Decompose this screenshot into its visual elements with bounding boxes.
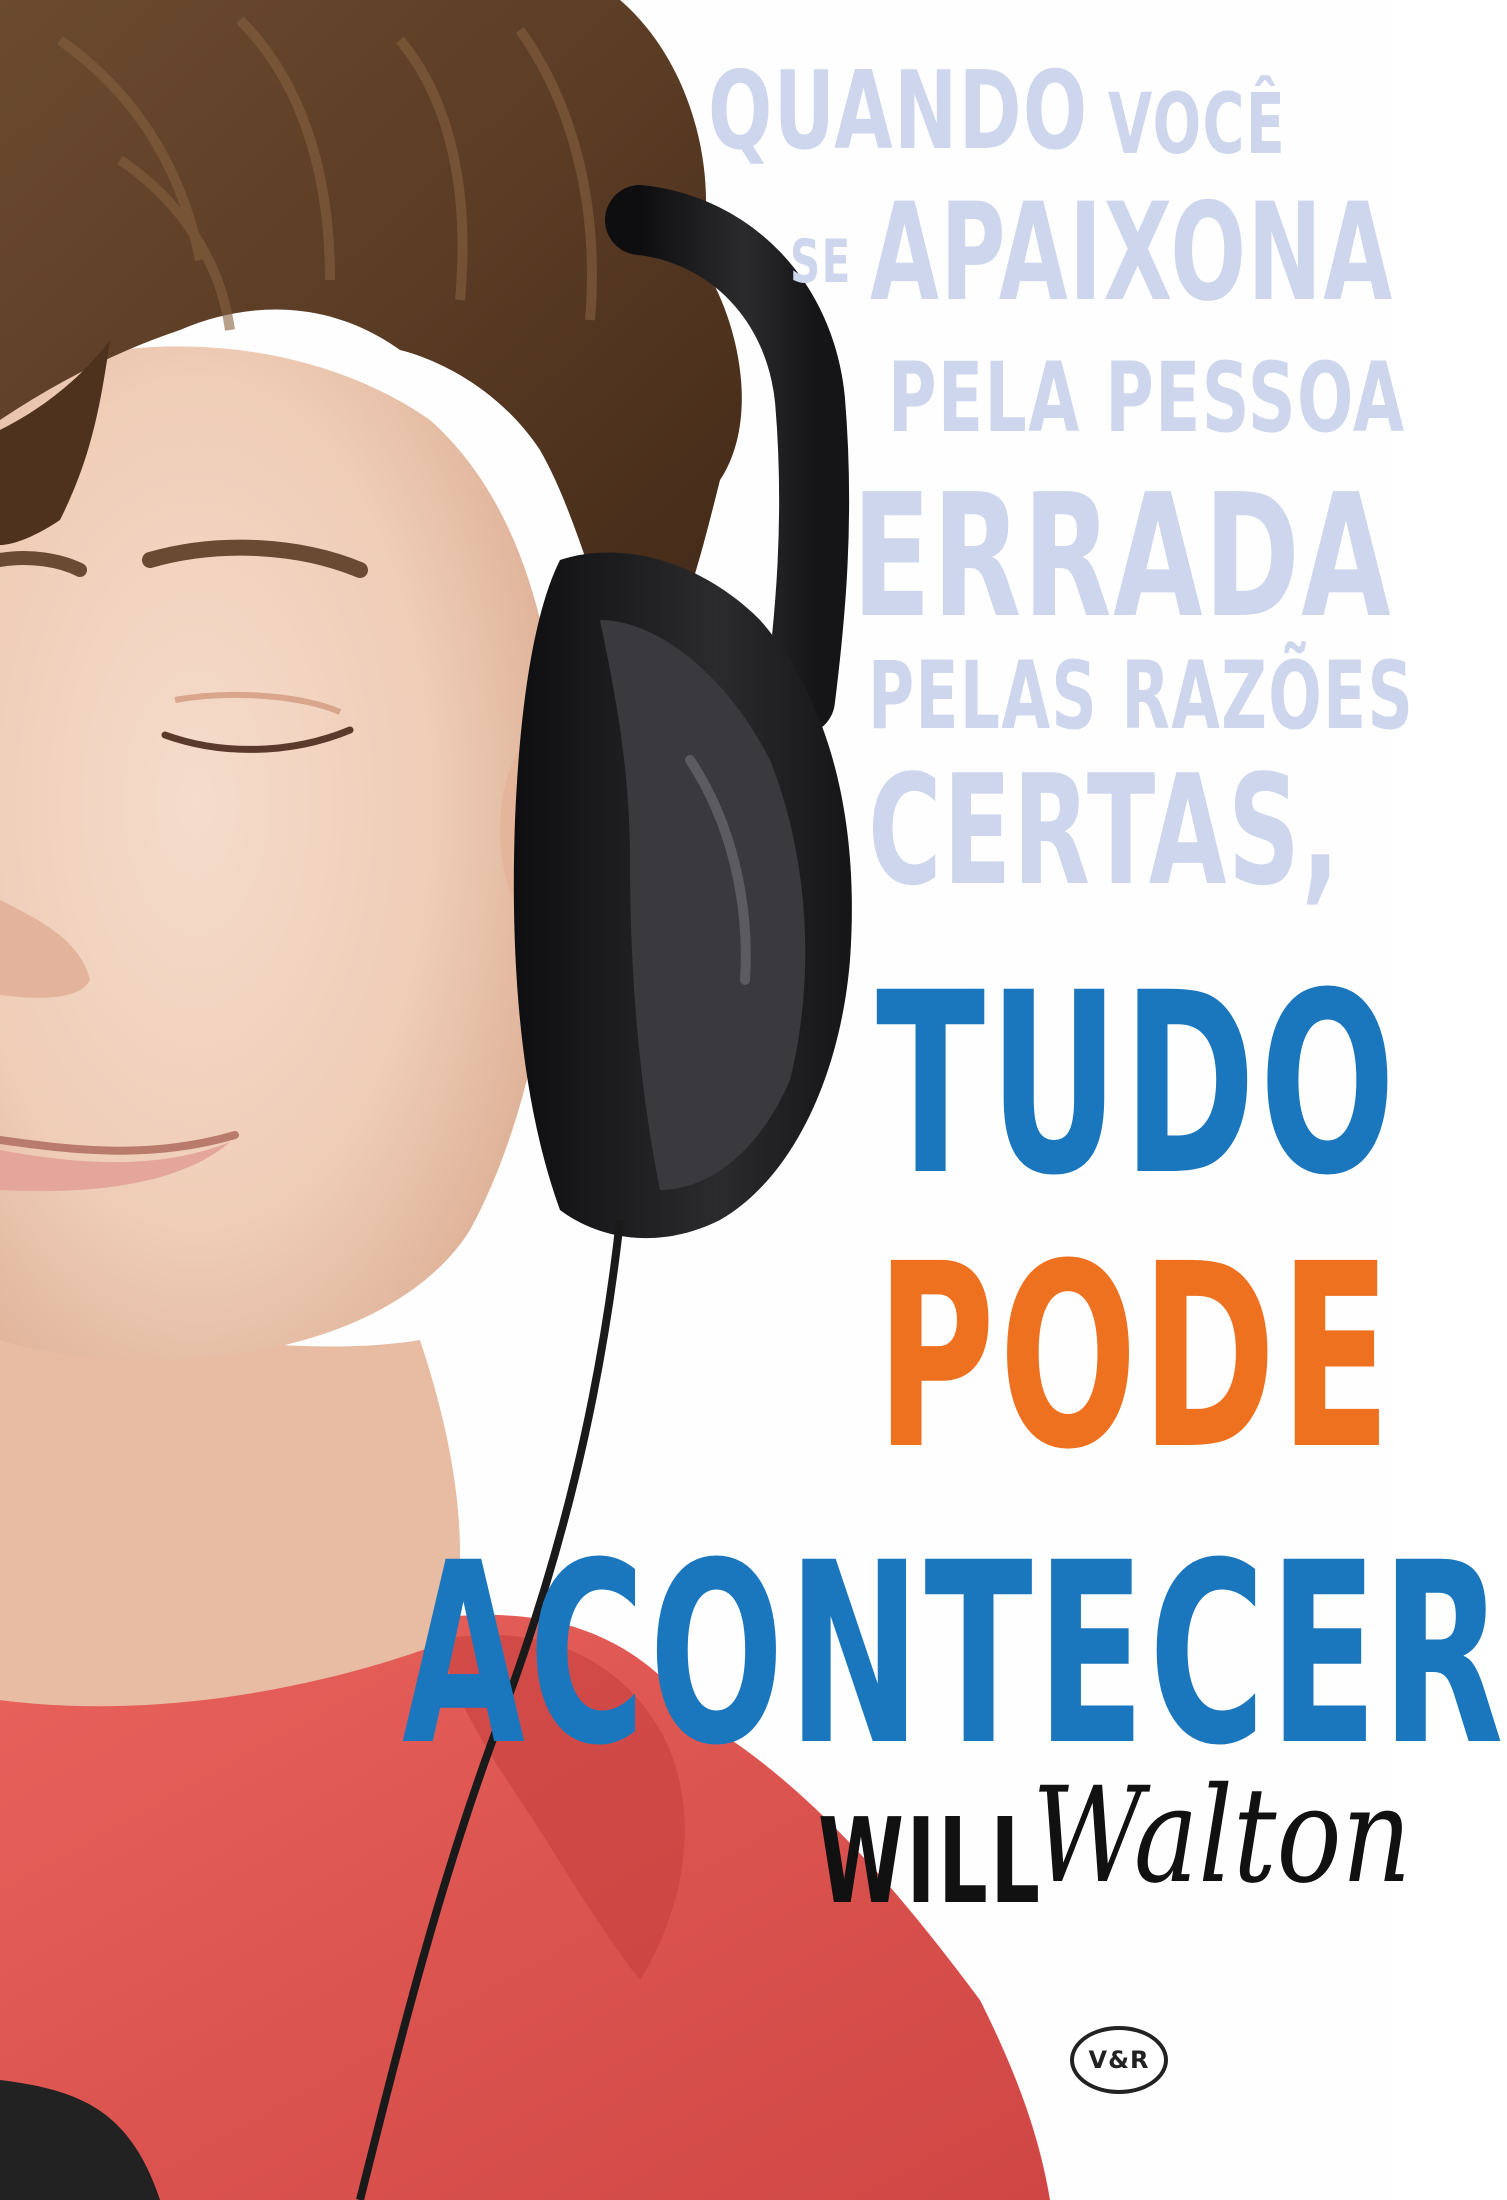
face bbox=[0, 346, 560, 1360]
tagline-word-se: SE bbox=[790, 227, 852, 297]
tagline-word-errada: ERRADA bbox=[852, 458, 1393, 656]
tagline-word-quando: QUANDO bbox=[708, 49, 1089, 174]
author-last-name: Walton bbox=[1032, 1759, 1412, 1913]
tagline-word-voce: VOCÊ bbox=[1108, 75, 1287, 173]
tagline-word-apaixona: APAIXONA bbox=[870, 174, 1394, 331]
publisher-logo-text: V&R bbox=[1088, 2046, 1150, 2074]
author-first-name: WILL bbox=[818, 1792, 1043, 1930]
tagline-line-pela-pessoa: PELA PESSOA bbox=[888, 342, 1406, 454]
title-line-tudo: TUDO bbox=[876, 939, 1400, 1230]
title-line-pode: PODE bbox=[876, 1209, 1395, 1505]
tagline-word-certas: CERTAS, bbox=[868, 742, 1341, 919]
tagline-line-pelas-razoes: PELAS RAZÕES bbox=[868, 642, 1415, 751]
publisher-logo bbox=[1070, 2026, 1168, 2094]
title-line-acontecer: ACONTECER bbox=[402, 1509, 1507, 1800]
